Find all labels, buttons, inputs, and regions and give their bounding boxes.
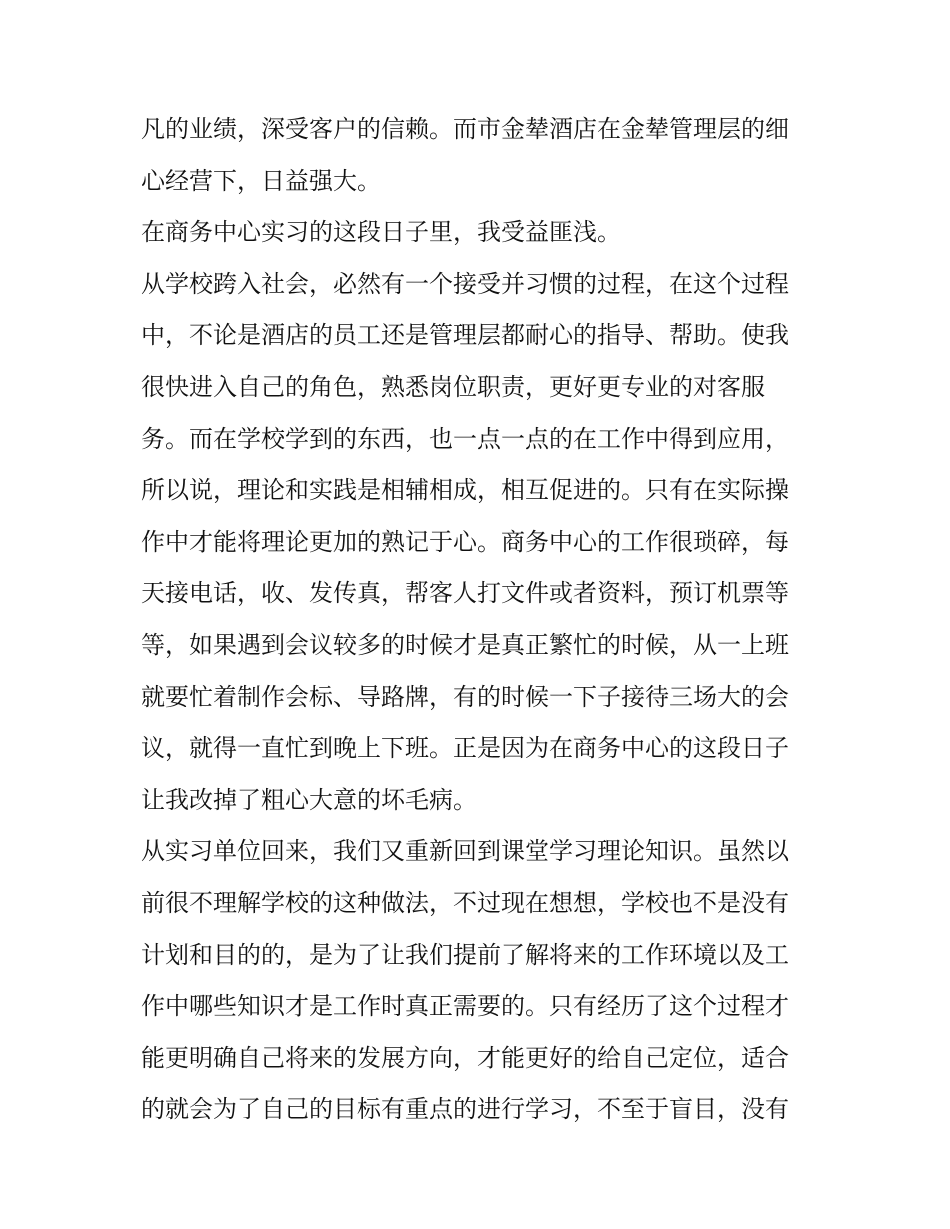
text-line: 从学校跨入社会，必然有一个接受并习惯的过程，在这个过程 (141, 269, 789, 298)
text-line: 凡的业绩，深受客户的信赖。而市金辇酒店在金辇管理层的细 (141, 115, 789, 143)
text-line: 前很不理解学校的这种做法，不过现在想想，学校也不是没有 (141, 888, 789, 917)
text-line: 就要忙着制作会标、导路牌，有的时候一下子接待三场大的会 (141, 682, 789, 711)
text-line: 务。而在学校学到的东西，也一点一点的在工作中得到应用， (141, 424, 789, 453)
text-line: 议，就得一直忙到晚上下班。正是因为在商务中心的这段日子 (141, 734, 789, 763)
text-line: 让我改掉了粗心大意的坏毛病。 (141, 785, 477, 814)
text-line: 计划和目的的，是为了让我们提前了解将来的工作环境以及工 (141, 940, 789, 969)
text-line: 所以说，理论和实践是相辅相成，相互促进的。只有在实际操 (141, 476, 789, 505)
text-line: 的就会为了自己的目标有重点的进行学习，不至于盲目，没有 (141, 1095, 789, 1124)
text-line: 能更明确自己将来的发展方向，才能更好的给自己定位，适合 (141, 1043, 789, 1072)
text-line: 等，如果遇到会议较多的时候才是真正繁忙的时候，从一上班 (141, 630, 789, 659)
text-line: 作中才能将理论更加的熟记于心。商务中心的工作很琐碎，每 (141, 527, 789, 556)
text-line: 天接电话，收、发传真，帮客人打文件或者资料，预订机票等 (141, 579, 789, 608)
text-line: 作中哪些知识才是工作时真正需要的。只有经历了这个过程才 (141, 992, 789, 1021)
text-line: 在商务中心实习的这段日子里，我受益匪浅。 (141, 218, 621, 247)
text-line: 从实习单位回来，我们又重新回到课堂学习理论知识。虽然以 (141, 837, 789, 866)
body-text (141, 104, 821, 1136)
text-line: 很快进入自己的角色，熟悉岗位职责，更好更专业的对客服 (141, 372, 765, 401)
text-line: 心经营下，日益强大。 (141, 166, 381, 195)
text-line: 中，不论是酒店的员工还是管理层都耐心的指导、帮助。使我 (141, 321, 789, 350)
